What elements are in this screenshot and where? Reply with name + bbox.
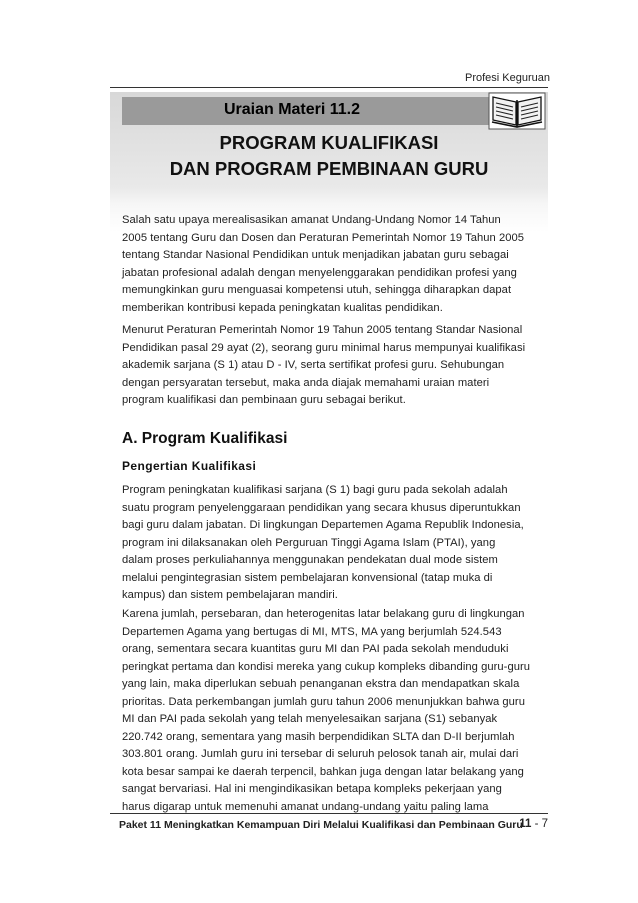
text-line: Karena jumlah, persebaran, dan heterogenitas latar belakang guru di lingkungan — [122, 608, 525, 620]
text-line: melalui pengintegrasian sistem pembelajaran konvensional (tatap muka di — [122, 571, 493, 584]
header-rule — [110, 87, 548, 88]
page-number-rest: - 7 — [531, 818, 548, 830]
text-line: kota besar sampai ke daerah terpencil, bahkan juga dengan latar belakang yang — [122, 765, 524, 778]
section-heading: A. Program Kualifikasi — [122, 430, 288, 447]
content-panel — [110, 92, 548, 812]
main-title-line1: PROGRAM KUALIFIKASI — [219, 132, 439, 153]
text-line: peringkat pertama dan kondisi mereka yang cukup kompleks dibanding guru-guru — [122, 660, 531, 673]
text-line: Salah satu upaya merealisasikan amanat Undang-Undang Nomor 14 Tahun — [122, 214, 501, 226]
main-title-line2: DAN PROGRAM PEMBINAAN GURU — [169, 158, 489, 179]
text-line: prioritas. Data perkembangan jumlah guru tahun 2006 menunjukkan bahwa guru — [122, 695, 525, 708]
text-line: tentang Standar Nasional Pendidikan untuk menjadikan jabatan guru sebagai — [122, 249, 509, 261]
text-line: Departemen Agama yang bertugas di MI, MTS, MA yang berjumlah 524.543 — [122, 625, 502, 638]
page-number-bold: 11 — [519, 818, 532, 830]
uraian-title: Uraian Materi 11.2 — [223, 101, 361, 118]
text-line: sangat bervariasi. Hal ini mengindikasikan betapa kompleks pekerjaan yang — [122, 783, 502, 795]
text-line: kampus) dan sistem pembelajaran mandiri. — [122, 589, 338, 601]
intro-paragraph-2 — [122, 322, 542, 410]
footer-text: Paket 11 Meningkatkan Kemampuan Diri Melalui Kualifikasi dan Pembinaan Guru — [119, 819, 523, 831]
text-line: Program peningkatan kualifikasi sarjana (S 1) bagi guru pada sekolah adalah — [122, 484, 508, 496]
text-line: 2005 tentang Guru dan Dosen dan Peraturan Pemerintah Nomor 19 Tahun 2005 — [122, 231, 525, 244]
text-line: MI dan PAI pada sekolah yang telah menyelesaikan sarjana (S1) sebanyak — [122, 713, 498, 725]
footer-rule — [110, 813, 548, 814]
open-book-icon — [488, 92, 546, 130]
text-line: jabatan profesional adalah dengan menyelenggarakan pendidikan profesi yang — [122, 266, 517, 279]
section-paragraph-2 — [122, 606, 542, 816]
text-line: Pendidikan pasal 29 ayat (2), seorang guru minimal harus mempunyai kualifikasi — [122, 341, 526, 354]
text-line: dengan persyaratan tersebut, maka anda diajak memahami uraian materi — [122, 376, 490, 389]
uraian-banner — [122, 97, 522, 125]
text-line: memungkinkan guru menguasai kompetensi utuh, sehingga diharapkan dapat — [122, 284, 512, 296]
text-line: bagi guru dalam jabatan. Di lingkungan Departemen Agama Republik Indonesia, — [122, 519, 524, 531]
page-number — [519, 818, 548, 830]
text-line: Menurut Peraturan Pemerintah Nomor 19 Tahun 2005 tentang Standar Nasional — [122, 324, 523, 336]
text-line: memberikan kontribusi kepada peningkatan kualitas pendidikan. — [122, 301, 443, 314]
text-line: 220.742 orang, sementara yang masih berpendidikan SLTA dan D-II berjumlah — [122, 730, 515, 743]
text-line: akademik sarjana (S 1) atau D - IV, serta sertifikat profesi guru. Sehubungan — [122, 359, 505, 371]
text-line: harus digarap untuk memenuhi amanat undang-undang yaitu paling lama — [122, 800, 489, 813]
text-line: yang lain, maka diperlukan sebuah penanganan ekstra dan mendapatkan skala — [122, 678, 520, 690]
text-line: dalam proses perkuliahannya menggunakan pendekatan dual mode sistem — [122, 554, 498, 566]
text-line: 303.801 orang. Jumlah guru ini tersebar di seluruh pelosok tanah air, mulai dari — [122, 748, 519, 760]
running-head: Profesi Keguruan — [465, 72, 550, 84]
section-paragraph-1 — [122, 482, 542, 605]
text-line: suatu program penyelenggaraan pendidikan yang secara khusus diperuntukkan — [122, 501, 521, 514]
sub-heading: Pengertian Kualifikasi — [122, 459, 257, 473]
text-line: orang, sementara secara kuantitas guru MI dan PAI pada sekolah menduduki — [122, 643, 509, 655]
text-line: program ini dilaksanakan oleh Perguruan Tinggi Agama Islam (PTAI), yang — [122, 536, 496, 549]
intro-paragraph-1 — [122, 212, 542, 317]
text-line: program kualifikasi dan pembinaan guru sebagai berikut. — [122, 394, 406, 406]
